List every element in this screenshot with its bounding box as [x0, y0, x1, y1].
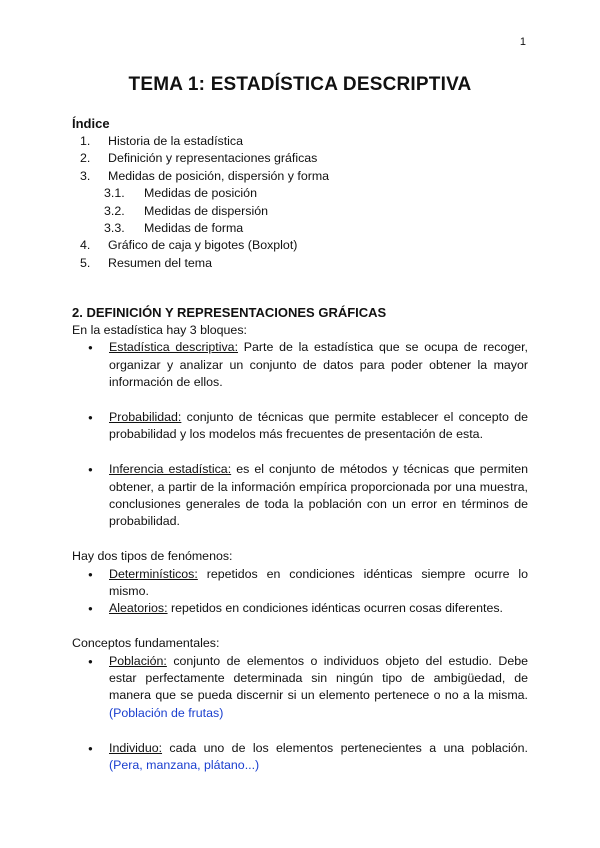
list-item — [72, 600, 528, 617]
index-item-text: Definición y representaciones gráficas — [108, 151, 318, 166]
index-item-number: 4. — [80, 238, 91, 253]
spacer — [72, 444, 528, 461]
list-item — [72, 653, 528, 723]
index-item-text: Gráfico de caja y bigotes (Boxplot) — [108, 238, 298, 253]
list-item — [72, 461, 528, 531]
spacer — [72, 722, 528, 739]
spacer — [72, 618, 528, 635]
index-item — [72, 255, 532, 272]
blocks-intro: En la estadística hay 3 bloques: — [72, 323, 247, 337]
page-title: TEMA 1: ESTADÍSTICA DESCRIPTIVA — [128, 74, 472, 95]
index-heading: Índice — [72, 116, 110, 131]
index-item — [72, 237, 532, 254]
index-item-number: 3.1. — [104, 186, 125, 201]
index-subitem — [72, 185, 532, 202]
term-definition: conjunto de elementos o individuos objeto del estudio. Debe estar perfectamente determinada sin ningún tipo de ambigüedad, de manera que se pueda discernir si un elemento pertenece o no a la misma. — [109, 653, 528, 703]
index-item-number: 5. — [80, 255, 91, 270]
term-label: Estadística descriptiva: — [109, 340, 239, 355]
example-text: (Población de frutas) — [109, 705, 224, 720]
index-item-number: 3. — [80, 168, 91, 183]
index-item-number: 2. — [80, 151, 91, 166]
term-definition: es el conjunto de métodos y técnicas que permiten obtener, a partir de la información empírica proporcionada por una muestra, conclusiones generales de toda la población con un error en términos de probabilidad. — [109, 462, 528, 529]
example-text: (Pera, manzana, plátano...) — [109, 758, 260, 773]
spacer — [72, 531, 528, 548]
index-item-number: 1. — [80, 134, 91, 148]
term-definition: Parte de la estadística que se ocupa de recoger, organizar y analizar un conjunto de datos para poder obtener la mayor información de ellos. — [109, 340, 528, 390]
index-item-text: Medidas de forma — [144, 220, 244, 235]
section-heading: 2. DEFINICIÓN Y REPRESENTACIONES GRÁFICAS — [72, 305, 387, 320]
term-label: Probabilidad: — [109, 410, 182, 425]
phenomena-list — [72, 566, 528, 618]
term-definition: conjunto de técnicas que permite establecer el concepto de probabilidad y los modelos más frecuentes de presentación de esta. — [109, 410, 528, 442]
index-item-text: Resumen del tema — [108, 255, 212, 270]
table-of-contents — [72, 115, 532, 272]
index-subitem — [72, 203, 532, 220]
term-label: Aleatorios: — [109, 601, 168, 616]
index-item-number: 3.2. — [104, 203, 125, 218]
term-definition: repetidos en condiciones idénticas siempre ocurre lo mismo. — [109, 566, 528, 599]
term-label: Individuo: — [109, 740, 163, 755]
list-item — [72, 409, 528, 444]
index-item-text: Historia de la estadística — [108, 134, 243, 148]
term-definition: repetidos en condiciones idénticas ocurren cosas diferentes. — [167, 601, 503, 616]
phenomena-intro: Hay dos tipos de fenómenos: — [72, 549, 233, 564]
index-subitem — [72, 220, 532, 237]
concepts-list — [72, 653, 528, 775]
term-label: Determinísticos: — [109, 566, 198, 581]
index-item — [72, 150, 532, 167]
index-item — [72, 168, 532, 185]
term-label: Inferencia estadística: — [109, 462, 232, 477]
index-item-text: Medidas de posición — [144, 186, 257, 201]
blocks-list — [72, 339, 528, 530]
term-definition: cada uno de los elementos pertenecientes a una población. — [162, 740, 528, 755]
page-number: 1 — [519, 36, 526, 48]
section-2 — [72, 304, 528, 774]
term-label: Población: — [109, 653, 167, 668]
concepts-intro: Conceptos fundamentales: — [72, 636, 220, 651]
index-item-text: Medidas de posición, dispersión y forma — [108, 168, 330, 183]
spacer — [72, 392, 528, 409]
index-item-text: Medidas de dispersión — [144, 203, 268, 218]
index-item-number: 3.3. — [104, 220, 125, 235]
list-item — [72, 339, 528, 391]
index-item — [72, 133, 532, 150]
list-item — [72, 740, 528, 775]
list-item — [72, 566, 528, 601]
